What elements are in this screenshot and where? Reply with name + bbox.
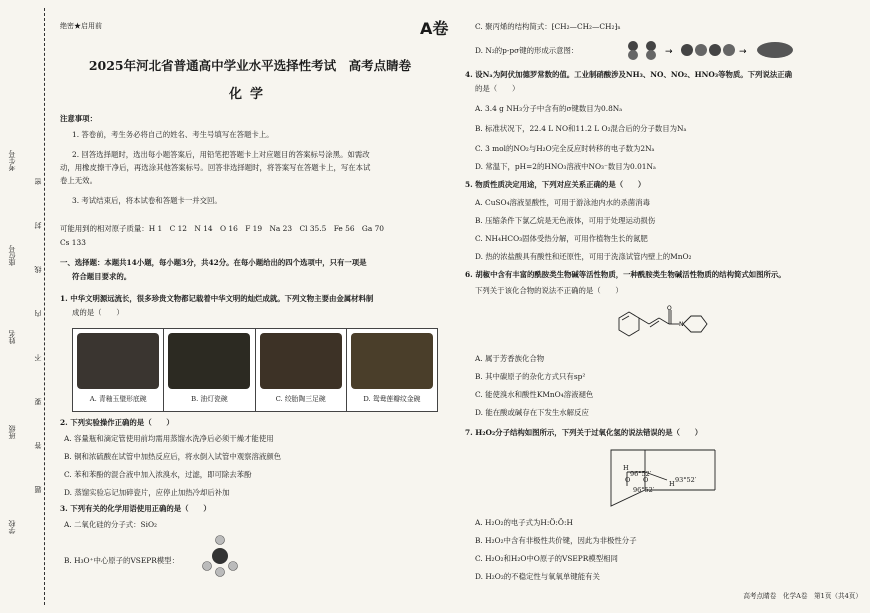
q4-stem: 4. 设Nₐ为阿伏加德罗常数的值。工业制硝酸涉及NH₃、NO、NO₂、HNO₃等物质。下列说法正确 (465, 70, 793, 79)
q5-option: C. NH₄HCO₃固体受热分解，可用作植物生长的氮肥 (475, 234, 648, 243)
q3-stem: 3. 下列有关的化学用语使用正确的是（ ） (60, 504, 211, 513)
notes-heading: 注意事项： (60, 114, 97, 123)
q1-option-c: C. 绞胎陶三足碗 (256, 329, 347, 411)
q1-stem: 成的是（ ） (72, 308, 124, 317)
q1-artifact-photos (72, 328, 438, 412)
bowl-photo-icon (260, 333, 342, 389)
q1-option-a: A. 青釉玉璧形底碗 (73, 329, 164, 411)
seal-dashed-line (44, 8, 45, 605)
page-footer: 高考点睛卷 化学A卷 第1页（共4页） (743, 592, 862, 600)
atom-label: H (623, 464, 629, 472)
class-label: 班级 (8, 425, 16, 439)
binding-margin (0, 0, 58, 613)
exam-no-label: 考生号 (8, 150, 16, 171)
q5-option: A. CuSO₄溶液显酸性，可用于游泳池内水的杀菌消毒 (475, 198, 650, 207)
bowl-photo-icon (351, 333, 433, 389)
note-line: 动，用橡皮擦干净后，再选涂其他答案标号。回答非选择题时，将答案写在答题卡上，写在本试 (60, 163, 371, 172)
seal-char: 线 (34, 266, 42, 273)
q7-option: B. H₂O₂中含有非极性共价键，因此为非极性分子 (475, 536, 637, 545)
subject-title: 化学 (228, 87, 271, 102)
bowl-photo-icon (77, 333, 159, 389)
q1-option-d: D. 鸳鸯莲瓣纹金碗 (347, 329, 437, 411)
seal-char: 内 (34, 310, 42, 317)
section-heading: 一、选择题：本题共14小题，每小题3分，共42分。在每小题给出的四个选项中，只有一项是 (60, 258, 367, 267)
atom-label: H (669, 480, 675, 488)
q4-option: A. 3.4 g NH₃分子中含有的σ键数目为0.8Nₐ (475, 104, 623, 113)
note-line: 卷上无效。 (60, 176, 97, 185)
q1-stem: 1. 中华文明源远流长，很多珍贵文物都记载着中华文明的灿烂成就。下列文物主要由金属材料制 (60, 294, 374, 303)
q3-option: D. N₂的p-pσ键的形成示意图： (475, 46, 579, 55)
svg-text:O: O (667, 305, 672, 312)
seal-char: 要 (34, 398, 42, 405)
q2-option: C. 苯和苯酚的混合液中加入浓溴水，过滤，即可除去苯酚 (64, 470, 252, 479)
note-line: 1. 答卷前，考生务必将自己的姓名、考生号填写在答题卡上。 (72, 130, 274, 139)
q4-option: C. 3 mol的NO₂与H₂O完全反应时转移的电子数为2Nₐ (475, 144, 655, 153)
q5-option: B. 压缩条件下氯乙烷是无色液体，可用于处理运动损伤 (475, 216, 656, 225)
bond-angle-label: 93°52′ (675, 476, 697, 484)
q2-option: A. 容量瓶和滴定管使用前均需用蒸馏水洗净后必须干燥才能使用 (64, 434, 274, 443)
q3-option: B. H₃O⁺中心原子的VSEPR模型： (64, 556, 179, 565)
svg-text:N: N (679, 321, 684, 328)
p-p-sigma-diagram-icon (625, 38, 795, 62)
atomic-masses: Cs 133 (60, 238, 86, 247)
q6-stem: 下列关于该化合物的说法不正确的是（ ） (475, 286, 623, 295)
q6-option: B. 其中碳原子的杂化方式只有sp² (475, 372, 586, 381)
q3-option: C. 聚丙烯的结构简式：⁅CH₂—CH₂—CH₂⁆ₙ (475, 22, 621, 31)
exam-title: 2025年河北省普通高中学业水平选择性考试 高考点睛卷 (88, 58, 412, 73)
seal-char: 题 (34, 486, 42, 493)
seat-no-label: 座位号 (8, 245, 16, 266)
q7-option: D. H₂O₂的不稳定性与氧氧单键能有关 (475, 572, 600, 581)
section-heading: 符合题目要求的。 (72, 272, 132, 281)
h2o2-structure-icon (605, 446, 725, 510)
q7-stem: 7. H₂O₂分子结构如图所示，下列关于过氧化氢的说法错误的是（ ） (465, 428, 703, 437)
q3-option: A. 二氧化硅的分子式：SiO₂ (64, 520, 158, 529)
vsepr-model-icon (200, 534, 240, 580)
q4-option: D. 常温下，pH=2的HNO₃溶液中NO₃⁻数目为0.01Nₐ (475, 162, 656, 171)
bond-angle-label: 96°52′ (633, 486, 655, 494)
q6-stem: 6. 胡椒中含有丰富的酰胺类生物碱等活性物质，一种酰胺类生物碱活性物质的结构简式如图所示。 (465, 270, 786, 279)
seal-char: 不 (34, 354, 42, 361)
q4-stem: 的是（ ） (475, 84, 520, 93)
svg-text:→: → (665, 47, 673, 57)
name-label: 姓名 (8, 330, 16, 344)
atomic-masses: 可能用到的相对原子质量：H 1 C 12 N 14 O 16 F 19 Na 23 Cl 35.5 Fe 56 Ga 70 (60, 224, 384, 233)
q7-option: C. H₂O₂和H₂O中O原子的VSEPR模型相同 (475, 554, 618, 563)
atom-label: O (643, 476, 649, 484)
bowl-photo-icon (168, 333, 250, 389)
q6-option: D. 能在酸或碱存在下发生水解反应 (475, 408, 589, 417)
seal-char: 答 (34, 442, 42, 449)
q2-option: D. 蒸馏实验忘记加碎瓷片，应停止加热冷却后补加 (64, 488, 230, 497)
q5-stem: 5. 物质性质决定用途，下列对应关系正确的是（ ） (465, 180, 646, 189)
seal-char: 密 (34, 178, 42, 185)
seal-char: 封 (34, 222, 42, 229)
q2-option: B. 铜和浓硫酸在试管中加热反应后，将水倒入试管中观察溶液颜色 (64, 452, 282, 461)
atom-label: O (625, 476, 631, 484)
q2-stem: 2. 下列实验操作正确的是（ ） (60, 418, 174, 427)
q4-option: B. 标准状况下，22.4 L NO和11.2 L O₂混合后的分子数目为Nₐ (475, 124, 687, 133)
q6-option: C. 能使溴水和酸性KMnO₄溶液褪色 (475, 390, 594, 399)
secret-mark: 绝密★启用前 (60, 22, 102, 30)
paper-label: A卷 (420, 19, 449, 38)
note-line: 2. 回答选择题时，选出每小题答案后，用铅笔把答题卡上对应题目的答案标号涂黑。如需改 (72, 150, 370, 159)
q7-option: A. H₂O₂的电子式为H:Ö:Ö:H (475, 518, 573, 527)
q5-option: D. 热的浓盐酸具有酸性和还原性，可用于洗涤试管内壁上的MnO₂ (475, 252, 692, 261)
bond-angle-label: 96°52′ (630, 470, 652, 478)
svg-text:→: → (739, 47, 747, 57)
q6-option: A. 属于芳香族化合物 (475, 354, 545, 363)
note-line: 3. 考试结束后，将本试卷和答题卡一并交回。 (72, 196, 222, 205)
amide-structure-icon (605, 304, 715, 346)
q1-option-b: B. 油灯瓷碗 (164, 329, 255, 411)
school-label: 学校 (8, 520, 16, 534)
